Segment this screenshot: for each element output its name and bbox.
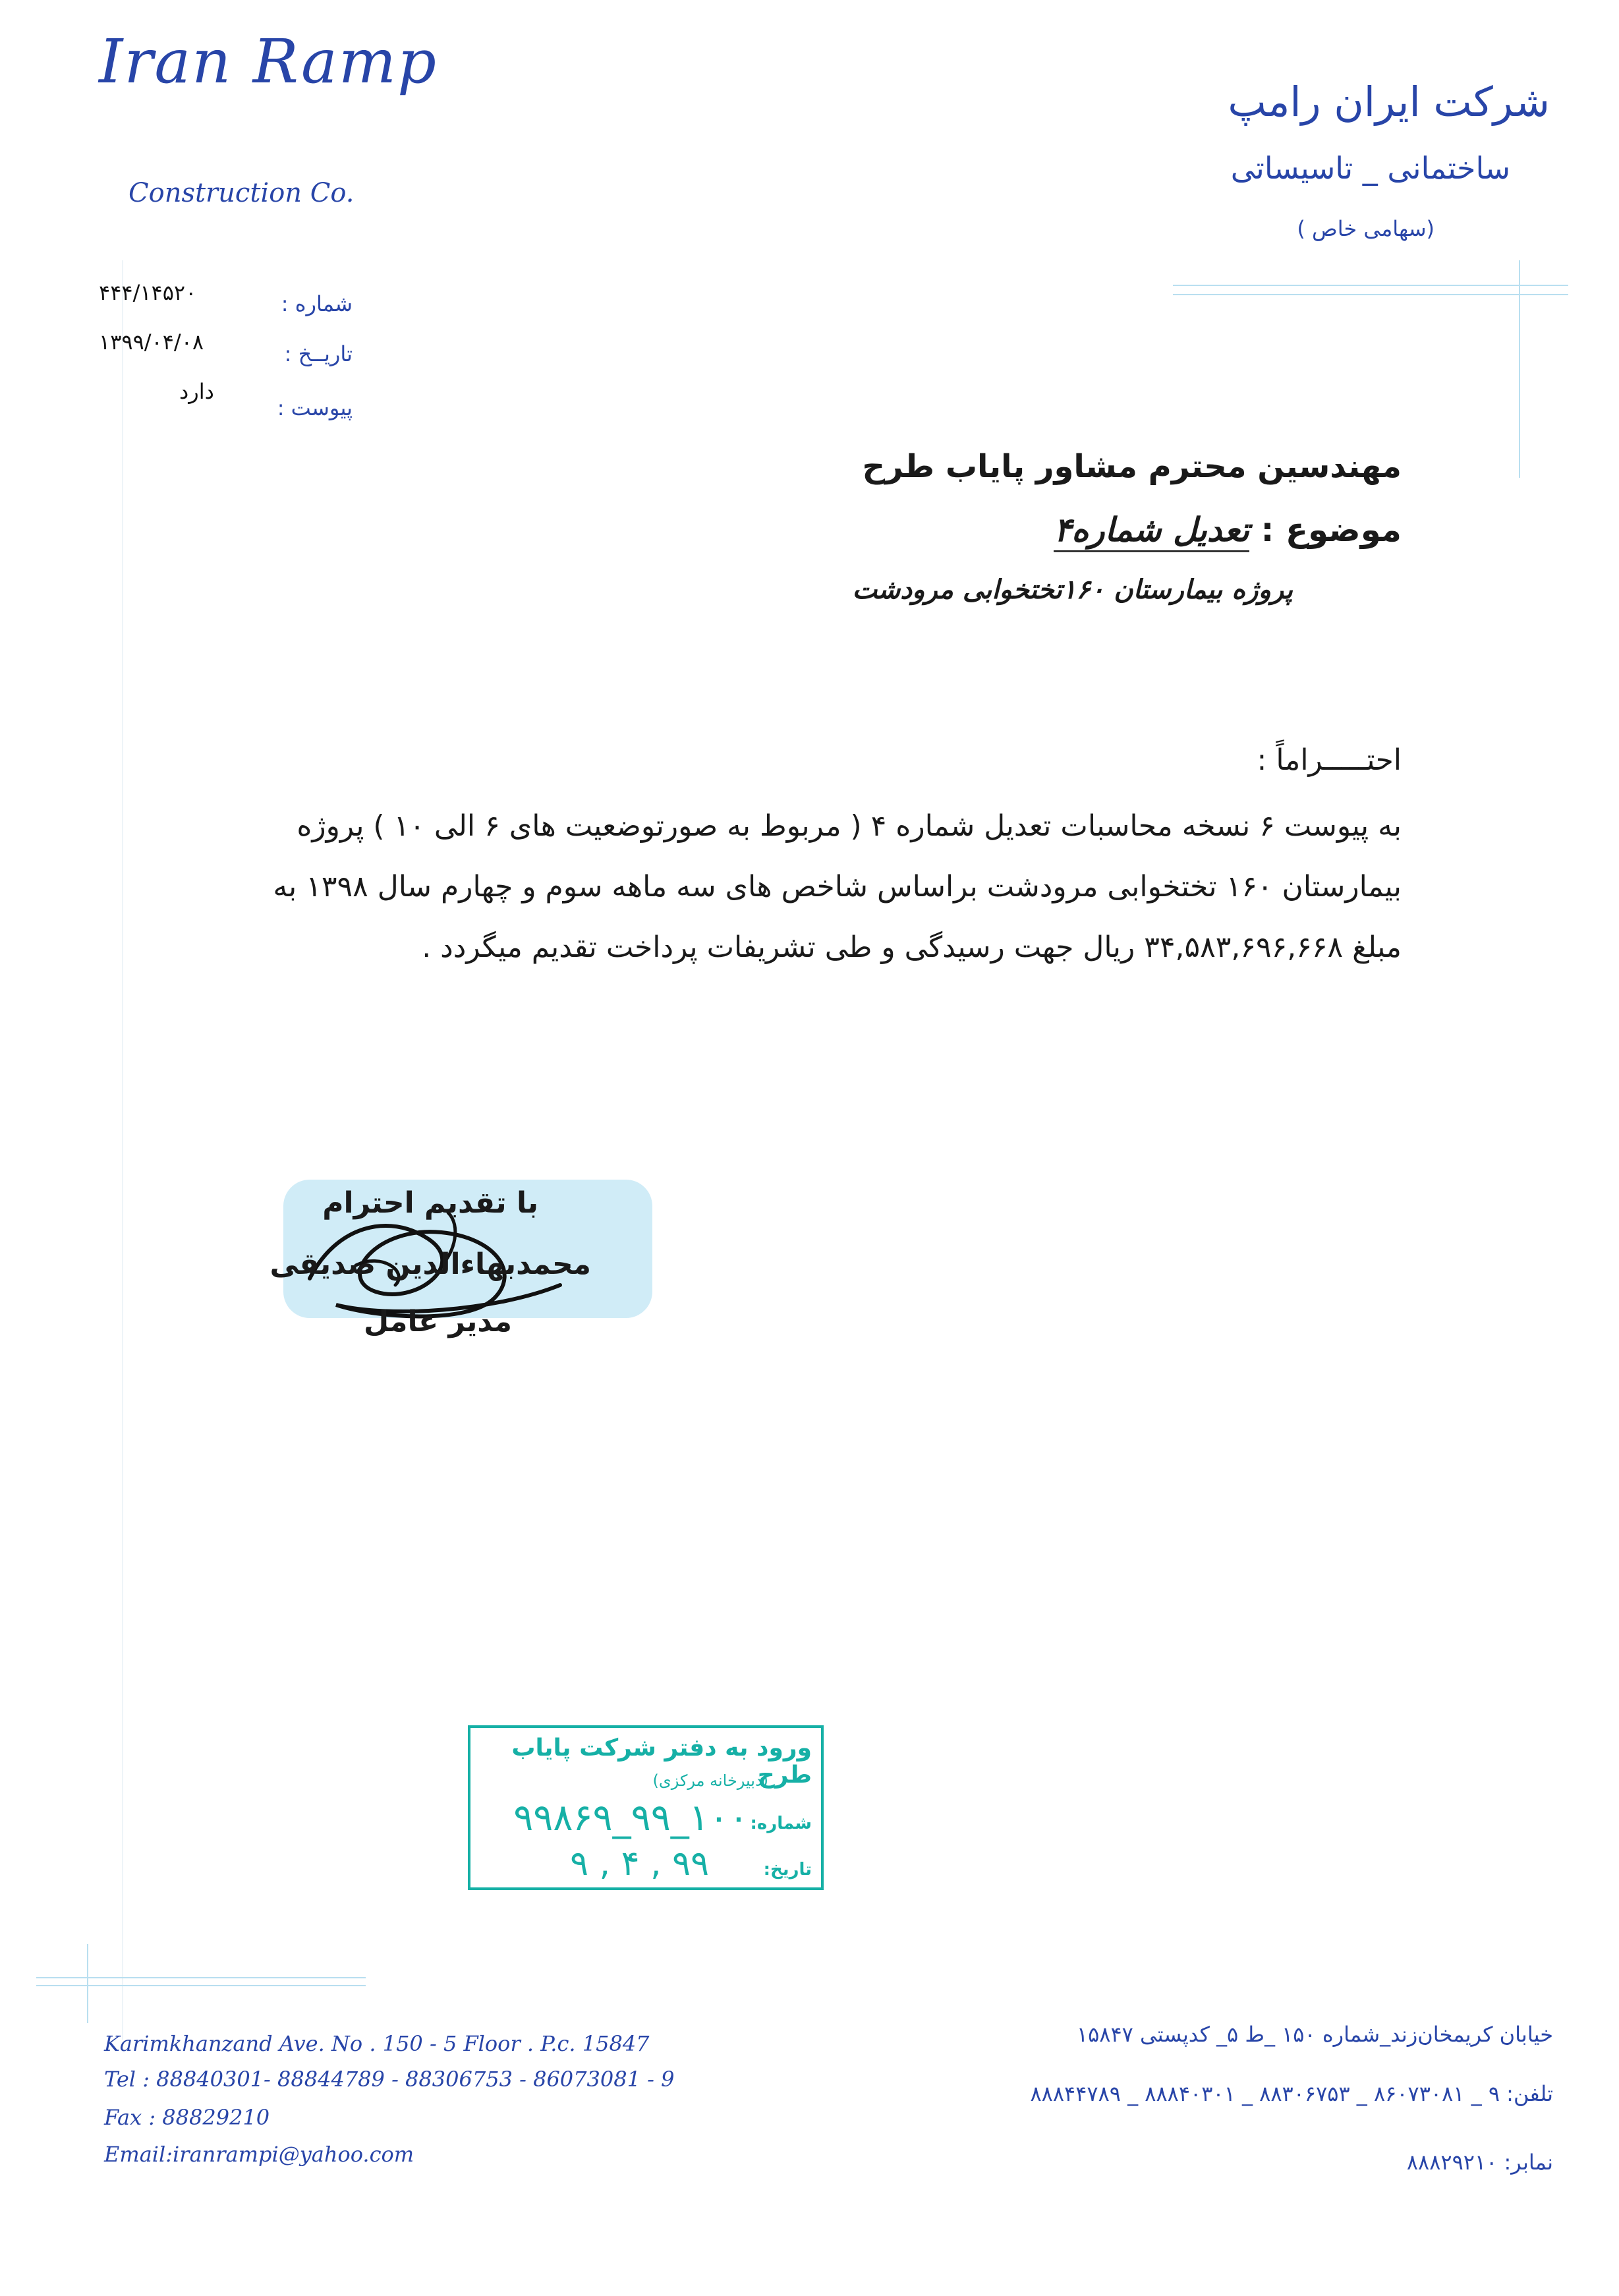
stamp-date-label: تاریخ: (763, 1860, 812, 1880)
subject-value: تعدیل شماره۴ (1054, 511, 1249, 552)
stamp-number-value: ۱۰۰_۹۹_۹۹۸۶۹ (513, 1796, 749, 1839)
date-value: ۱۳۹۹/۰۴/۰۸ (99, 330, 204, 355)
greeting: احتـــــراماً : (1257, 743, 1402, 777)
company-share-fa: (سهامی خاص ) (1297, 216, 1434, 241)
footer-divider-bottom (36, 1985, 366, 1986)
footer-tel-fa: تلفن: ۹ _ ۸۶۰۷۳۰۸۱ _ ۸۸۳۰۶۷۵۳ _ ۸۸۸۴۰۳۰۱ _ ۸۸۸۴۴۷۸۹ (1030, 2081, 1553, 2106)
subject-label: موضوع : (1261, 511, 1402, 549)
signer-name: محمدبهاءالدین صدیقی (270, 1248, 591, 1281)
letter-body: به پیوست ۶ نسخه محاسبات تعدیل شماره ۴ ( مربوط به صورتوضعیت های ۶ الی ۱۰ ) پروژه بیمارستان ۱۶۰ تختخوابی مرودشت براساس شاخص های سه ماهه سوم و چهارم سال ۱۳۹۸ به مبلغ ۳۴,۵۸۳,۶۹۶,۶۶۸ ریال جهت رسیدگی و طی تشریفات پرداخت تقدیم میگردد . (273, 809, 1402, 964)
footer-fax-fa: نمابر: ۸۸۸۲۹۲۱۰ (1406, 2150, 1553, 2175)
header-divider-vertical (1519, 260, 1520, 478)
subject-line (1054, 511, 1402, 549)
number-value: ۴۴۴/۱۴۵۲۰ (99, 280, 197, 305)
stamp-subtitle: (دبیرخانه مرکزی) (652, 1771, 768, 1790)
stamp-date-value: ۹۹ , ۴ , ۹ (570, 1844, 709, 1883)
header-divider-bottom (1173, 294, 1568, 295)
footer-address-fa: خیابان کریمخان‌زند_شماره ۱۵۰ _ط ۵_ کدپستی ۱۵۸۴۷ (1076, 2022, 1553, 2047)
header-divider-top (1173, 285, 1568, 286)
project-title: پروژه بیمارستان ۱۶۰تختخوابی مرودشت (852, 575, 1293, 605)
left-margin-line (122, 260, 123, 2040)
stamp-title: ورود به دفتر شرکت پایاب طرح (511, 1735, 812, 1789)
stamp-number-label: شماره: (750, 1814, 812, 1833)
date-label: تاریــخ : (284, 341, 353, 366)
signature-closing: با تقدیم احترام (322, 1186, 538, 1220)
footer-divider-top (36, 1977, 366, 1978)
footer-divider-vertical (87, 1944, 88, 2023)
footer-email-en: Email:iranrampi@yahoo.com (104, 2142, 414, 2167)
footer-fax-en: Fax : 88829210 (104, 2105, 270, 2130)
recipient: مهندسین محترم مشاور پایاب طرح (862, 448, 1402, 485)
receipt-stamp (468, 1725, 824, 1890)
footer-address-en: Karimkhanzand Ave. No . 150 - 5 Floor . P.c. 15847 (104, 2031, 650, 2056)
attachment-label: پیوست : (277, 395, 353, 420)
company-logo-en: Iran Ramp (99, 26, 438, 97)
company-type-fa: ساختمانی _ تاسیساتی (1230, 150, 1510, 186)
attachment-value: دارد (179, 379, 214, 404)
company-name-fa: شرکت ایران رامپ (1228, 78, 1550, 126)
company-subtitle-en: Construction Co. (128, 178, 355, 208)
number-label: شماره : (281, 291, 353, 316)
footer-tel-en: Tel : 88840301- 88844789 - 88306753 - 86073081 - 9 (104, 2067, 675, 2092)
signer-title: مدیر عامل (364, 1305, 512, 1338)
